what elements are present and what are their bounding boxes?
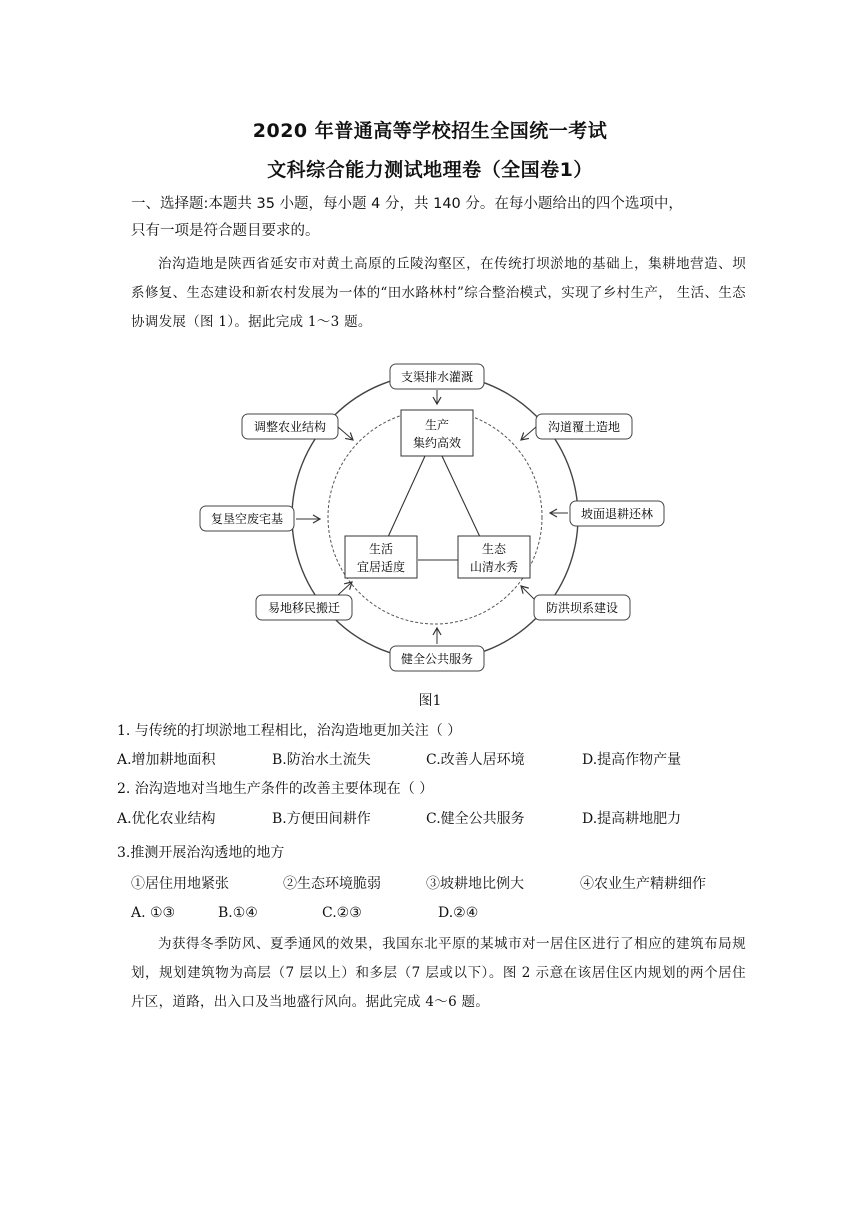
box-ecology-line1: 生态 xyxy=(481,542,507,556)
label-bottom-left xyxy=(256,582,352,620)
label-top-right xyxy=(521,414,632,440)
box-living-line2: 宜居适度 xyxy=(356,560,406,574)
q1-option-d: D.提高作物产量 xyxy=(582,752,682,768)
svg-text:坡面退耕还林: 坡面退耕还林 xyxy=(580,507,654,521)
label-left xyxy=(200,506,320,531)
exam-subtitle: 文科综合能力测试地理卷（全国卷1） xyxy=(267,159,593,181)
svg-text:健全公共服务: 健全公共服务 xyxy=(400,652,474,666)
svg-text:防洪坝系建设: 防洪坝系建设 xyxy=(545,601,619,615)
label-right xyxy=(550,501,664,526)
question-2-stem: 2. 治沟造地对当地生产条件的改善主要体现在（ ） xyxy=(117,781,434,797)
q2-option-c: C.健全公共服务 xyxy=(426,811,525,827)
figure-1-diagram xyxy=(190,352,670,682)
svg-text:复垦空废宅基: 复垦空废宅基 xyxy=(210,512,284,526)
label-bottom-right xyxy=(521,586,630,620)
q2-option-a: A.优化农业结构 xyxy=(117,811,216,827)
question-1-stem: 1. 与传统的打坝淤地工程相比，治沟造地更加关注（ ） xyxy=(117,723,462,739)
box-ecology xyxy=(458,536,530,578)
box-ecology-line2: 山清水秀 xyxy=(469,560,519,574)
q3-option-b: B.①④ xyxy=(218,905,258,921)
svg-text:调整农业结构: 调整农业结构 xyxy=(253,420,327,434)
q2-option-b: B.方便田间耕作 xyxy=(272,811,371,827)
passage-1: 治沟造地是陕西省延安市对黄土高原的丘陵沟壑区，在传统打坝淤地的基础上，集耕地营造、坝系修复、生态建设和新农村发展为一体的“田水路林村”综合整治模式，实现了乡村生产， 生活、生态协调发展（图 1）。据此完成 1～3 题。 xyxy=(131,256,746,330)
q3-statement-4: ④农业生产精耕细作 xyxy=(580,876,706,892)
svg-text:沟道覆土造地: 沟道覆土造地 xyxy=(547,420,621,434)
section-heading-cont: 只有一项是符合题目要求的。 xyxy=(131,223,320,239)
label-top xyxy=(390,364,484,404)
box-production-line1: 生产 xyxy=(424,418,450,432)
label-top-left xyxy=(242,414,353,440)
q3-option-a: A. ①③ xyxy=(131,905,176,921)
question-3-stem: 3.推测开展治沟透地的地方 xyxy=(117,845,285,861)
q2-option-d: D.提高耕地肥力 xyxy=(582,811,682,827)
q1-option-c: C.改善人居环境 xyxy=(426,752,525,768)
label-bottom xyxy=(390,628,484,671)
q3-statement-3: ③坡耕地比例大 xyxy=(426,876,524,892)
q1-option-a: A.增加耕地面积 xyxy=(117,752,216,768)
passage-2: 为获得冬季防风、夏季通风的效果，我国东北平原的某城市对一居住区进行了相应的建筑布局规划，规划建筑物为高层（7 层以上）和多层（7 层或以下）。图 2 示意在该居住区内规划的两个居住片区，道路，出入口及当地盛行风向。据此完成 4～6 题。 xyxy=(131,936,746,1010)
section-heading: 一、选择题:本题共 35 小题，每小题 4 分，共 140 分。在每小题给出的四个选项中， xyxy=(131,196,683,212)
figure-caption: 图1 xyxy=(418,693,442,709)
q3-option-d: D.②④ xyxy=(438,905,479,921)
q3-option-c: C.②③ xyxy=(322,905,362,921)
box-production xyxy=(401,410,473,456)
q1-option-b: B.防治水土流失 xyxy=(272,752,371,768)
svg-text:易地移民搬迁: 易地移民搬迁 xyxy=(267,601,341,615)
svg-text:支渠排水灌溉: 支渠排水灌溉 xyxy=(400,370,474,384)
exam-title: 2020 年普通高等学校招生全国统一考试 xyxy=(252,120,608,142)
q3-statement-2: ②生态环境脆弱 xyxy=(283,876,381,892)
box-living-line1: 生活 xyxy=(368,542,394,556)
box-production-line2: 集约高效 xyxy=(412,436,462,450)
box-living xyxy=(345,536,417,578)
q3-statement-1: ①居住用地紧张 xyxy=(131,876,229,892)
